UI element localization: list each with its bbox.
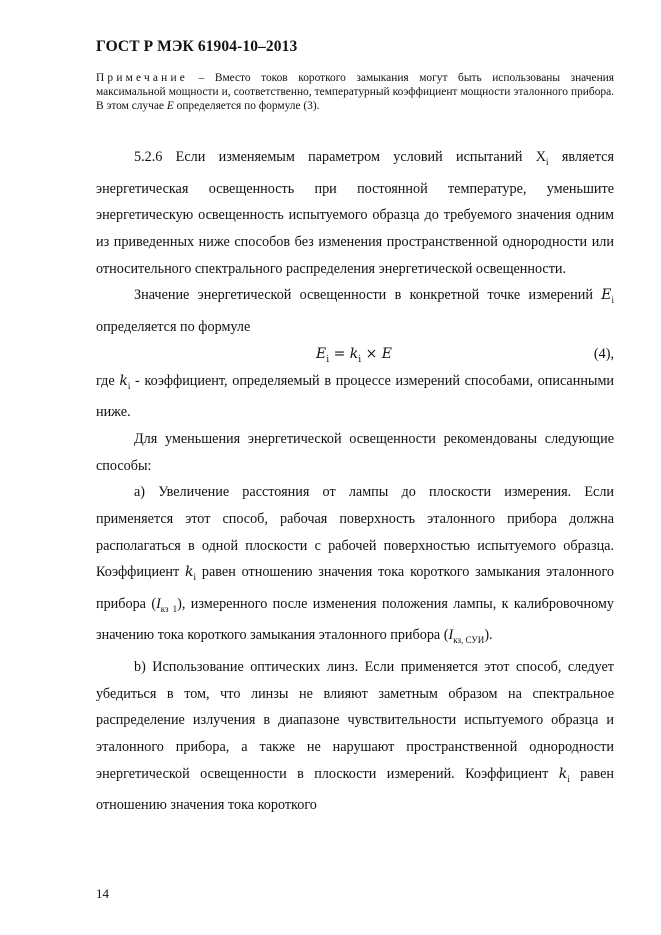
paragraph-methods: Для уменьшения энергетической освещенности рекомендованы следующие способы: bbox=[96, 430, 614, 474]
paragraph-text: 5.2.6 Если изменяемым параметром условий испытаний X bbox=[134, 149, 547, 165]
variable: k bbox=[558, 765, 568, 782]
page-number: 14 bbox=[96, 886, 109, 901]
note-text-end: определяется по формуле (3). bbox=[173, 99, 320, 112]
document-body bbox=[96, 144, 614, 819]
paragraph-where bbox=[96, 368, 614, 426]
variable: I bbox=[448, 627, 454, 644]
list-item-a bbox=[96, 479, 614, 654]
paragraph-text: ), измеренного после изменения положения лампы, к калибровочному значению тока короткого замыкания эталонного прибора ( bbox=[96, 595, 614, 644]
subscript: i bbox=[546, 156, 549, 167]
document-header: ГОСТ Р МЭК 61904-10–2013 bbox=[96, 38, 298, 55]
note-heading: Примечание bbox=[96, 72, 189, 84]
paragraph-text: равен отношению значения тока короткого замыкания эталонного прибора ( bbox=[96, 564, 615, 612]
variable: E bbox=[601, 287, 612, 304]
subscript: кз, СУИ bbox=[453, 635, 485, 646]
paragraph-text: b) Использование оптических линз. Если применяется этот способ, следует убедиться в том, что линзы не влияют заметным образом на спектральное распределение излучения в диапазоне чувствительности испытуемого образца и эталонного прибора, а также не нарушают пространственной однородности энергетической освещенности в плоскости измерений. Коэффициент bbox=[96, 658, 614, 782]
variable: k bbox=[185, 564, 194, 581]
formula-expression: $E_i = k_i \times E$ bbox=[316, 345, 393, 365]
note-text: – Вместо токов короткого замыкания могут быть использованы значения максимальной мощности и, соответственно, температурный коэффициент мощности эталонного прибора. В этом случае bbox=[96, 72, 614, 112]
paragraph-text: - коэффициент, определяемый в процессе измерений способами, описанными ниже. bbox=[96, 372, 615, 421]
note-block bbox=[96, 72, 614, 113]
note-variable: E bbox=[166, 99, 174, 112]
variable: I bbox=[156, 595, 161, 612]
subscript: i bbox=[193, 572, 197, 583]
variable: k bbox=[119, 372, 128, 389]
paragraph-text: Значение энергетической освещенности в конкретной точке измерений bbox=[134, 287, 593, 304]
subscript: i bbox=[611, 295, 615, 306]
formula-4 bbox=[96, 341, 614, 368]
paragraph-irradiance bbox=[96, 282, 614, 340]
formula-number: (4), bbox=[593, 345, 614, 362]
subscript: i bbox=[567, 773, 570, 784]
paragraph-text: а) Увеличение расстояния от лампы до плоскости измерения. Если применяется этот способ, рабочая поверхность эталонного прибора должна располагаться в одной плоскости с рабочей поверхностью испытуемого образца. Коэффициент bbox=[96, 484, 614, 581]
paragraph-5-2-6 bbox=[96, 144, 614, 282]
paragraph-text: ). bbox=[484, 627, 493, 644]
paragraph-text: определяется по формуле bbox=[96, 318, 251, 335]
subscript: кз 1 bbox=[160, 603, 178, 614]
list-item-b bbox=[96, 654, 614, 819]
subscript: i bbox=[127, 380, 131, 391]
paragraph-text: равен отношению значения тока короткого bbox=[96, 765, 614, 814]
paragraph-text: является энергетическая освещенность при постоянной температуре, уменьшите энергетическую освещенность испытуемого образца до требуемого значения одним из приведенных ниже способов без изменения пространственной однородности или относительного спектрального распределения энергетической освещенности. bbox=[96, 149, 614, 277]
paragraph-text: где bbox=[96, 372, 115, 389]
